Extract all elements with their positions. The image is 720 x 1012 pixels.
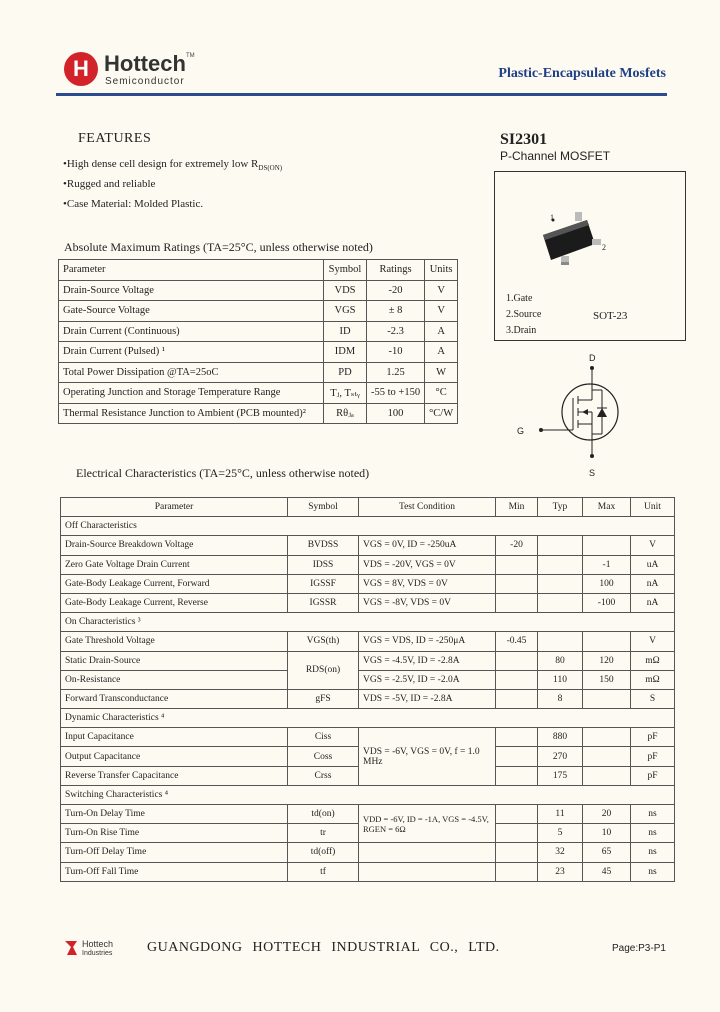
table-cell: nA (631, 574, 675, 593)
table-row (59, 342, 458, 363)
table-cell (496, 689, 538, 708)
table-row (61, 536, 675, 555)
abs-max-title: Absolute Maximum Ratings (TA=25°C, unless otherwise noted) (64, 240, 373, 254)
table-cell (538, 632, 583, 651)
table-row (61, 689, 675, 708)
company-logo-sub: Semiconductor (105, 76, 185, 87)
feature-item: •Rugged and reliable (63, 178, 156, 190)
electrical-table (60, 497, 675, 882)
table-cell: 1.25 (367, 362, 425, 383)
table-cell (583, 766, 631, 785)
table-row (61, 555, 675, 574)
table-cell: uA (631, 555, 675, 574)
table-cell: VGS = -2.5V, ID = -2.0A (359, 670, 496, 689)
table-cell: ± 8 (367, 301, 425, 322)
table-cell (496, 574, 538, 593)
header-cell: Units (425, 260, 458, 281)
table-cell: VGS (324, 301, 367, 322)
table-row (59, 321, 458, 342)
table-cell: Turn-Off Delay Time (61, 843, 288, 862)
footer-logo-sub: Industries (82, 950, 113, 957)
group-row (61, 709, 675, 728)
table-cell (538, 574, 583, 593)
table-cell: 100 (367, 403, 425, 424)
pin-label: 3.Drain (506, 325, 537, 336)
table-cell: Coss (288, 747, 359, 766)
table-cell: VDS = -20V, VGS = 0V (359, 555, 496, 574)
footer-logo-icon (63, 938, 79, 961)
table-cell (496, 728, 538, 747)
table-row (59, 280, 458, 301)
table-cell: 20 (583, 805, 631, 824)
table-cell: 5 (538, 824, 583, 843)
table-cell: 150 (583, 670, 631, 689)
table-cell: -100 (583, 593, 631, 612)
table-cell: VGS(th) (288, 632, 359, 651)
table-cell: Operating Junction and Storage Temperature Range (59, 383, 324, 404)
group-row (61, 785, 675, 804)
table-cell: tf (288, 862, 359, 881)
table-cell (496, 651, 538, 670)
table-cell: Drain-Source Voltage (59, 280, 324, 301)
table-cell (496, 555, 538, 574)
terminal-d: D (589, 353, 596, 363)
table-cell: mΩ (631, 651, 675, 670)
table-cell: pF (631, 728, 675, 747)
table-cell: 32 (538, 843, 583, 862)
table-cell (359, 862, 496, 881)
package-name: SOT-23 (593, 310, 628, 322)
table-cell: td(off) (288, 843, 359, 862)
company-logo-tm: TM (186, 53, 195, 59)
table-cell (538, 536, 583, 555)
table-row (59, 383, 458, 404)
table-cell: RDS(on) (288, 651, 359, 689)
table-row (61, 843, 675, 862)
part-type: P-Channel MOSFET (500, 149, 611, 163)
table-cell: Off Characteristics (61, 517, 675, 536)
table-cell: tr (288, 824, 359, 843)
part-number: SI2301 (500, 131, 548, 148)
table-cell: Thermal Resistance Junction to Ambient (PCB mounted)² (59, 403, 324, 424)
table-cell: Forward Transconductance (61, 689, 288, 708)
header-rule (56, 93, 667, 96)
table-cell: 65 (583, 843, 631, 862)
table-cell: ns (631, 824, 675, 843)
table-cell: Dynamic Characteristics ⁴ (61, 709, 675, 728)
table-row (61, 574, 675, 593)
table-cell: -2.3 (367, 321, 425, 342)
header-cell: Test Condition (359, 498, 496, 517)
table-row (59, 362, 458, 383)
table-cell: S (631, 689, 675, 708)
table-cell: 23 (538, 862, 583, 881)
table-header (59, 260, 458, 281)
table-cell: V (631, 536, 675, 555)
header-cell: Symbol (324, 260, 367, 281)
header-cell: Max (583, 498, 631, 517)
table-cell: Rθⱼₐ (324, 403, 367, 424)
table-header (61, 498, 675, 517)
table-cell: 100 (583, 574, 631, 593)
header-cell: Symbol (288, 498, 359, 517)
page-number: Page:P3-P1 (612, 943, 666, 954)
table-cell (496, 824, 538, 843)
table-cell: Output Capacitance (61, 747, 288, 766)
table-cell: VGS = -8V, VDS = 0V (359, 593, 496, 612)
table-cell: IDSS (288, 555, 359, 574)
table-cell: Gate-Source Voltage (59, 301, 324, 322)
pin-label: 1.Gate (506, 293, 533, 304)
table-cell: -10 (367, 342, 425, 363)
table-cell (496, 843, 538, 862)
feature-item: •High dense cell design for extremely low $R_{DS(ON)}$ (63, 158, 283, 173)
table-cell: 8 (538, 689, 583, 708)
pin-mark: 1 (550, 213, 554, 222)
table-cell: Ciss (288, 728, 359, 747)
table-row (59, 301, 458, 322)
table-cell: V (425, 301, 458, 322)
table-cell: -20 (367, 280, 425, 301)
pin-label: 2.Source (506, 309, 542, 320)
table-cell: -0.45 (496, 632, 538, 651)
table-cell: BVDSS (288, 536, 359, 555)
table-cell (583, 632, 631, 651)
table-cell (496, 862, 538, 881)
header-cell: Parameter (59, 260, 324, 281)
table-cell (496, 593, 538, 612)
table-cell: 110 (538, 670, 583, 689)
table-cell: Gate Threshold Voltage (61, 632, 288, 651)
table-cell: VGS = VDS, ID = -250μA (359, 632, 496, 651)
table-row (61, 862, 675, 881)
table-cell: gFS (288, 689, 359, 708)
table-cell: Gate-Body Leakage Current, Forward (61, 574, 288, 593)
table-row (61, 728, 675, 747)
table-cell: Total Power Dissipation @TA=25oC (59, 362, 324, 383)
table-cell: IDM (324, 342, 367, 363)
table-cell: VGS = 8V, VDS = 0V (359, 574, 496, 593)
group-row (61, 613, 675, 632)
table-cell: ID (324, 321, 367, 342)
table-cell: -1 (583, 555, 631, 574)
footer-company: GUANGDONG HOTTECH INDUSTRIAL CO., LTD. (147, 940, 500, 955)
table-cell: Turn-On Rise Time (61, 824, 288, 843)
table-cell: A (425, 342, 458, 363)
table-cell: ns (631, 862, 675, 881)
table-cell (496, 747, 538, 766)
table-cell: Drain Current (Continuous) (59, 321, 324, 342)
document-title: Plastic-Encapsulate Mosfets (498, 66, 666, 81)
table-cell: ns (631, 843, 675, 862)
elec-title: Electrical Characteristics (TA=25°C, unless otherwise noted) (76, 466, 370, 480)
group-row (61, 517, 675, 536)
table-cell: V (631, 632, 675, 651)
table-cell: Zero Gate Voltage Drain Current (61, 555, 288, 574)
table-cell: On Characteristics ³ (61, 613, 675, 632)
table-cell: Drain-Source Breakdown Voltage (61, 536, 288, 555)
table-cell: 45 (583, 862, 631, 881)
header-cell: Typ (538, 498, 583, 517)
table-cell (583, 728, 631, 747)
table-cell: PD (324, 362, 367, 383)
company-logo-name: Hottech (104, 51, 186, 76)
table-cell: mΩ (631, 670, 675, 689)
header-cell: Unit (631, 498, 675, 517)
table-cell: 80 (538, 651, 583, 670)
table-cell: VGS = -4.5V, ID = -2.8A (359, 651, 496, 670)
table-row (61, 593, 675, 612)
table-cell (583, 689, 631, 708)
table-cell: Switching Characteristics ⁴ (61, 785, 675, 804)
table-cell: Turn-Off Fall Time (61, 862, 288, 881)
table-cell: IGSSF (288, 574, 359, 593)
table-cell: VDS (324, 280, 367, 301)
table-cell: VGS = 0V, ID = -250uA (359, 536, 496, 555)
table-cell (538, 555, 583, 574)
table-cell: 270 (538, 747, 583, 766)
table-cell (583, 536, 631, 555)
table-row (59, 403, 458, 424)
table-cell: W (425, 362, 458, 383)
table-cell (583, 747, 631, 766)
table-cell: Crss (288, 766, 359, 785)
table-cell (496, 766, 538, 785)
table-cell: Turn-On Delay Time (61, 805, 288, 824)
table-cell: Gate-Body Leakage Current, Reverse (61, 593, 288, 612)
table-row (61, 651, 675, 670)
table-cell: On-Resistance (61, 670, 288, 689)
table-cell: td(on) (288, 805, 359, 824)
pin-mark: 2 (602, 243, 606, 252)
footer-logo-name: Hottech (82, 939, 114, 949)
table-cell: VDS = -6V, VGS = 0V, f = 1.0 MHz (359, 728, 496, 786)
table-cell: °C (425, 383, 458, 404)
table-cell (496, 805, 538, 824)
table-cell (496, 670, 538, 689)
abs-max-table (58, 259, 458, 424)
table-cell: 175 (538, 766, 583, 785)
table-cell: pF (631, 766, 675, 785)
table-cell: Tⱼ, Tₛₜᵧ (324, 383, 367, 404)
table-cell: Reverse Transfer Capacitance (61, 766, 288, 785)
table-cell: IGSSR (288, 593, 359, 612)
table-row (61, 632, 675, 651)
table-cell: -55 to +150 (367, 383, 425, 404)
table-cell: VDS = -5V, ID = -2.8A (359, 689, 496, 708)
header-cell: Min (496, 498, 538, 517)
table-cell (359, 843, 496, 862)
table-cell: V (425, 280, 458, 301)
mosfet-symbol-icon (508, 350, 688, 480)
feature-item: •Case Material: Molded Plastic. (63, 198, 204, 210)
table-cell: Static Drain-Source (61, 651, 288, 670)
terminal-s: S (589, 468, 596, 478)
table-cell: pF (631, 747, 675, 766)
table-cell: VDD = -6V, ID = -1A, VGS = -4.5V, RGEN = 6Ω (359, 805, 496, 843)
table-cell: 880 (538, 728, 583, 747)
features-title: FEATURES (78, 131, 152, 146)
header-cell: Parameter (61, 498, 288, 517)
table-row (61, 670, 675, 689)
table-cell (538, 593, 583, 612)
table-cell: 120 (583, 651, 631, 670)
table-cell: nA (631, 593, 675, 612)
company-logo-mark: H (64, 52, 98, 86)
terminal-g: G (517, 426, 525, 436)
table-cell: ns (631, 805, 675, 824)
table-cell: Input Capacitance (61, 728, 288, 747)
table-cell: 10 (583, 824, 631, 843)
table-cell: -20 (496, 536, 538, 555)
table-cell: 11 (538, 805, 583, 824)
table-row (61, 805, 675, 824)
table-cell: A (425, 321, 458, 342)
table-cell: Drain Current (Pulsed) ¹ (59, 342, 324, 363)
header-cell: Ratings (367, 260, 425, 281)
table-cell: °C/W (425, 403, 458, 424)
